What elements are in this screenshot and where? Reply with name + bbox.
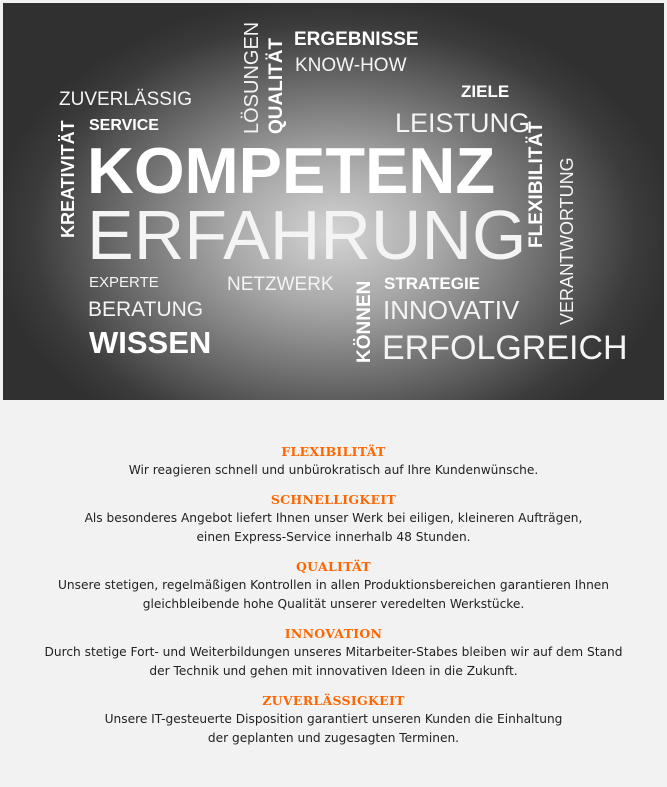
section-text: Wir reagieren schnell und unbürokratisch auf Ihre Kundenwünsche.	[128, 463, 539, 477]
word-flexibilitaet: FLEXIBILITÄT	[526, 121, 547, 248]
wordcloud-banner	[3, 3, 664, 400]
word-beratung: BERATUNG	[88, 298, 204, 321]
feature-section	[0, 625, 667, 680]
word-verantwortung: VERANTWORTUNG	[557, 157, 577, 325]
word-erfolgreich: ERFOLGREICH	[382, 329, 628, 367]
section-text: Unsere stetigen, regelmäßigen Kontrollen in allen Produktionsbereichen garantieren Ihnen	[57, 578, 610, 592]
word-erfahrung: ERFAHRUNG	[87, 196, 527, 274]
word-netzwerk: NETZWERK	[227, 274, 334, 295]
word-know-how: KNOW-HOW	[295, 55, 407, 76]
section-text: einen Express-Service innerhalb 48 Stunden.	[196, 529, 471, 544]
section-text: gleichbleibende hohe Qualität unserer veredelten Werkstücke.	[142, 596, 525, 611]
section-text: Durch stetige Fort- und Weiterbildungen unseres Mitarbeiter-Stabes bleiben wir auf dem Stand	[44, 645, 623, 659]
word-service: SERVICE	[89, 117, 159, 134]
feature-section	[0, 491, 667, 546]
word-qualitaet: QUALITÄT	[266, 37, 287, 134]
word-ziele: ZIELE	[461, 82, 510, 101]
word-strategie: STRATEGIE	[384, 274, 481, 293]
section-title: ZUVERLÄSSIGKEIT	[262, 693, 405, 708]
word-ergebnisse: ERGEBNISSE	[294, 29, 419, 50]
word-experte: EXPERTE	[89, 274, 159, 291]
feature-section	[0, 443, 667, 480]
word-kompetenz: KOMPETENZ	[87, 134, 496, 207]
section-text: der geplanten und zugesagten Terminen.	[207, 730, 460, 745]
word-kreativitaet: KREATIVITÄT	[58, 120, 78, 238]
section-title: FLEXIBILITÄT	[281, 444, 386, 459]
word-leistung: LEISTUNG	[395, 108, 531, 138]
section-title: SCHNELLIGKEIT	[270, 492, 397, 507]
section-title: QUALITÄT	[295, 559, 372, 574]
word-wissen: WISSEN	[89, 325, 212, 360]
word-koennen: KÖNNEN	[354, 280, 375, 363]
word-loesungen: LÖSUNGEN	[241, 21, 263, 134]
section-text: Als besonderes Angebot liefert Ihnen unser Werk bei eiligen, kleineren Aufträgen,	[84, 511, 583, 525]
word-zuverlaessig: ZUVERLÄSSIG	[59, 89, 193, 110]
section-text: der Technik und gehen mit innovativen Ideen in die Zukunft.	[149, 663, 518, 678]
section-title: INNOVATION	[284, 626, 383, 641]
feature-section	[0, 692, 667, 747]
word-innovativ: INNOVATIV	[383, 295, 520, 325]
section-text: Unsere IT-gesteuerte Disposition garantiert unseren Kunden die Einhaltung	[104, 712, 563, 726]
feature-section	[0, 558, 667, 613]
